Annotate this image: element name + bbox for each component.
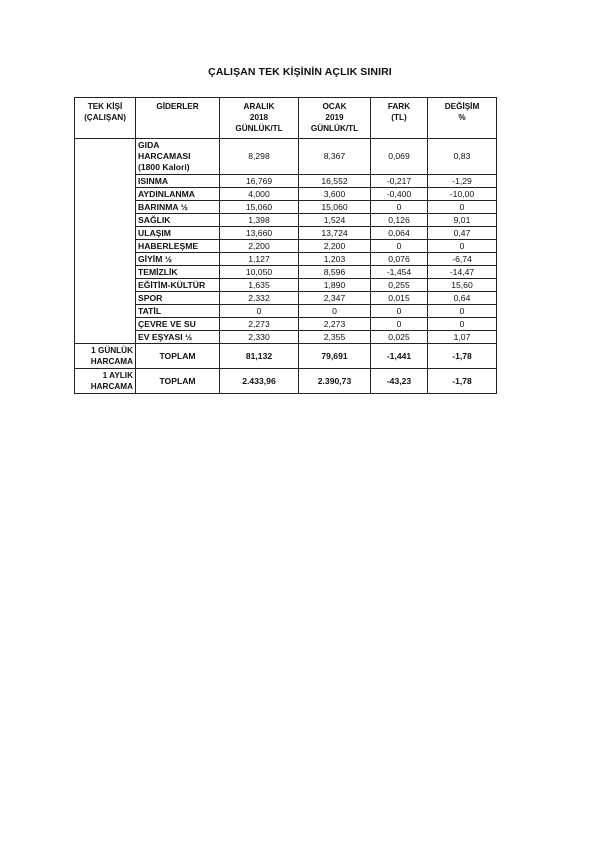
row-jan: 0 — [299, 305, 371, 318]
monthly-total-diff: -43,23 — [371, 369, 428, 394]
row-diff: -1,454 — [371, 266, 428, 279]
row-diff: -0,400 — [371, 188, 428, 201]
row-item: BARINMA ½ — [136, 201, 220, 214]
food-dec: 8,298 — [220, 139, 299, 175]
row-diff: 0 — [371, 318, 428, 331]
table-row — [75, 292, 497, 305]
row-item: ULAŞIM — [136, 227, 220, 240]
header-diff: FARK (TL) — [371, 98, 428, 139]
row-dec: 13,660 — [220, 227, 299, 240]
monthly-total-title: TOPLAM — [136, 369, 220, 394]
header-person: TEK KİŞİ (ÇALIŞAN) — [75, 98, 136, 139]
row-change: 0,47 — [428, 227, 497, 240]
row-diff: 0,064 — [371, 227, 428, 240]
row-change: -6,74 — [428, 253, 497, 266]
row-dec: 1,398 — [220, 214, 299, 227]
row-dec: 2,273 — [220, 318, 299, 331]
daily-total-diff: -1,441 — [371, 344, 428, 369]
row-jan: 2,355 — [299, 331, 371, 344]
row-dec: 10,050 — [220, 266, 299, 279]
table-row — [75, 253, 497, 266]
daily-total-title: TOPLAM — [136, 344, 220, 369]
monthly-label: 1 AYLIK HARCAMA — [75, 369, 136, 394]
table-row — [75, 175, 497, 188]
monthly-total-dec: 2.433,96 — [220, 369, 299, 394]
table-row — [75, 331, 497, 344]
row-jan: 1,203 — [299, 253, 371, 266]
row-dec: 0 — [220, 305, 299, 318]
row-change: 0 — [428, 305, 497, 318]
row-change: -14,47 — [428, 266, 497, 279]
row-diff: 0,255 — [371, 279, 428, 292]
row-item: SAĞLIK — [136, 214, 220, 227]
person-blank-cell — [75, 139, 136, 344]
row-jan: 2,273 — [299, 318, 371, 331]
row-diff: 0,015 — [371, 292, 428, 305]
row-jan: 1,524 — [299, 214, 371, 227]
row-dec: 1,635 — [220, 279, 299, 292]
row-diff: -0,217 — [371, 175, 428, 188]
row-jan: 13,724 — [299, 227, 371, 240]
row-diff: 0 — [371, 201, 428, 214]
food-change: 0,83 — [428, 139, 497, 175]
hunger-limit-table — [74, 97, 497, 394]
row-item: EĞİTİM-KÜLTÜR — [136, 279, 220, 292]
row-dec: 4,000 — [220, 188, 299, 201]
table-row — [75, 188, 497, 201]
row-jan: 15,060 — [299, 201, 371, 214]
row-change: -1,29 — [428, 175, 497, 188]
row-change: 1,07 — [428, 331, 497, 344]
table-row — [75, 227, 497, 240]
row-jan: 3,600 — [299, 188, 371, 201]
table-row — [75, 240, 497, 253]
header-expenses: GİDERLER — [136, 98, 220, 139]
row-dec: 15,060 — [220, 201, 299, 214]
row-item: TEMİZLİK — [136, 266, 220, 279]
daily-label: 1 GÜNLÜK HARCAMA — [75, 344, 136, 369]
row-dec: 2,200 — [220, 240, 299, 253]
table-row — [75, 318, 497, 331]
table-row-food — [75, 139, 497, 175]
row-change: 0 — [428, 318, 497, 331]
daily-total-jan: 79,691 — [299, 344, 371, 369]
row-diff: 0,076 — [371, 253, 428, 266]
row-dec: 2,330 — [220, 331, 299, 344]
header-change: DEĞİŞİM % — [428, 98, 497, 139]
header-jan-2019: OCAK 2019 GÜNLÜK/TL — [299, 98, 371, 139]
header-dec-2018: ARALIK 2018 GÜNLÜK/TL — [220, 98, 299, 139]
row-item: GİYİM ½ — [136, 253, 220, 266]
daily-total-dec: 81,132 — [220, 344, 299, 369]
row-dec: 16,769 — [220, 175, 299, 188]
row-item: SPOR — [136, 292, 220, 305]
table-row — [75, 279, 497, 292]
food-expense-label: GIDA HARCAMASI (1800 Kalori) — [136, 139, 220, 175]
row-jan: 16,552 — [299, 175, 371, 188]
row-change: -10,00 — [428, 188, 497, 201]
row-change: 0 — [428, 201, 497, 214]
table-row — [75, 214, 497, 227]
daily-total-row — [75, 344, 497, 369]
daily-total-change: -1,78 — [428, 344, 497, 369]
monthly-total-change: -1,78 — [428, 369, 497, 394]
table-row — [75, 266, 497, 279]
row-dec: 2,332 — [220, 292, 299, 305]
monthly-total-jan: 2.390,73 — [299, 369, 371, 394]
header-row — [75, 98, 497, 139]
row-change: 0,64 — [428, 292, 497, 305]
row-jan: 8,596 — [299, 266, 371, 279]
row-jan: 2,347 — [299, 292, 371, 305]
monthly-total-row — [75, 369, 497, 394]
row-diff: 0 — [371, 240, 428, 253]
row-diff: 0 — [371, 305, 428, 318]
row-change: 15,60 — [428, 279, 497, 292]
row-item: EV EŞYASI ½ — [136, 331, 220, 344]
row-dec: 1,127 — [220, 253, 299, 266]
table-row — [75, 305, 497, 318]
row-item: TATİL — [136, 305, 220, 318]
row-jan: 2,200 — [299, 240, 371, 253]
row-diff: 0,126 — [371, 214, 428, 227]
row-change: 9,01 — [428, 214, 497, 227]
row-item: ÇEVRE VE SU — [136, 318, 220, 331]
table-row — [75, 201, 497, 214]
row-item: ISINMA — [136, 175, 220, 188]
row-item: AYDINLANMA — [136, 188, 220, 201]
row-diff: 0,025 — [371, 331, 428, 344]
page-title: ÇALIŞAN TEK KİŞİNİN AÇLIK SINIRI — [208, 66, 392, 78]
food-diff: 0,069 — [371, 139, 428, 175]
row-item: HABERLEŞME — [136, 240, 220, 253]
row-jan: 1,890 — [299, 279, 371, 292]
row-change: 0 — [428, 240, 497, 253]
food-jan: 8,367 — [299, 139, 371, 175]
